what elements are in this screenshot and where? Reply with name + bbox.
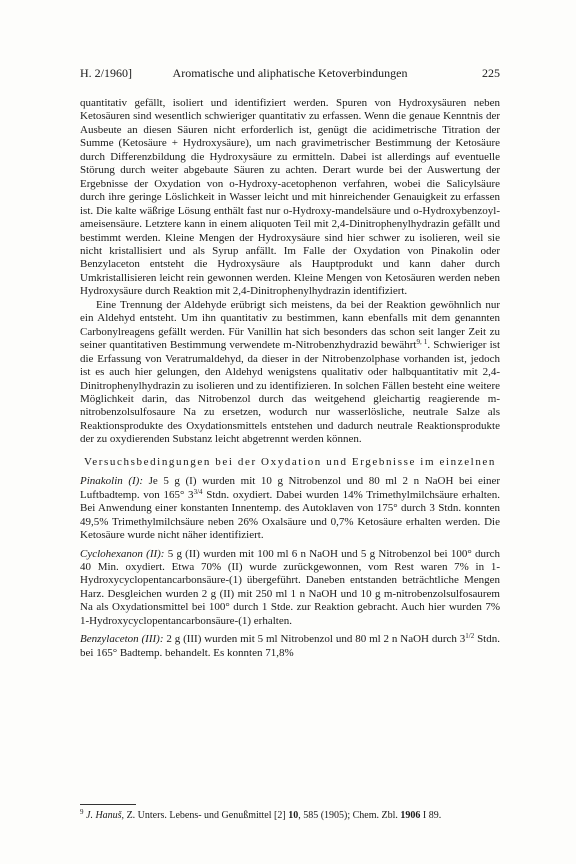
page-number: 225: [482, 66, 500, 80]
experiment-paragraph: [80, 633, 500, 660]
experiment-text: Je 5 g (I) wurden mit 10 g Nitrobenzol und 80 ml 2 n NaOH bei einer Luftbadtemp. von 165° 3: [80, 475, 500, 501]
experiment-text: 5 g (II) wurden mit 100 ml 6 n NaOH und 5 g Nitrobenzol bei 100° durch 40 Min. oxydiert. Etwa 70% (II) wurde zurückgewonnen, vom Rest waren 7% in 1-Hydroxycyclopentancarbonsäure-(1) übergeführt. Daneben entstanden beträchtliche Mengen Harz. Desgleichen wurden 2 g (II) mit 250 ml 1 n NaOH und 10 g m-nitrobenzolsulfosaurem Na als Oxydationsmittel bei 100° durch 1 Stde. zur Reaktion gebracht. Auch hier wurden 7% 1-Hydroxycyclopentancarbonsäure-(1) erhalten.: [80, 547, 500, 627]
paragraph: quantitativ gefällt, isoliert und identifiziert werden. Spuren von Hydroxysäuren neben Ketosäuren sind wesentlich schwieriger quantitativ zu erfassen. Wenn die genaue Kenntnis der Ausbeute an diesen Säuren nicht erforderlich ist, genügt die acidimetrische Titration der Summe (Ketosäure + Hydroxysäure), um nach gravimetrischer Bestimmung der Ketosäure durch Differenzbildung die Hydroxysäure zu ermitteln. Dabei ist allerdings auf eventuelle Störung durch weiter abgebaute Säuren zu achten. Derart wurde bei der Auswertung der Ergebnisse der Oxydation von o-Hydroxy-acetophenon verfahren, wobei die Salicylsäure durch ihre geringe Löslichkeit in Wasser leicht und mit hinreichender Genauigkeit zu erfassen ist. Die kalte wäßrige Lösung enthält fast nur o-Hydroxy-mandelsäure und o-Hydroxybenzoyl-ameisensäure. Letztere kann in einem aliquoten Teil mit 2,4-Dinitrophenylhydrazin gefällt und bestimmt werden. Kleine Mengen der Hydroxysäure sind hier schwer zu isolieren, weil sie nicht kristallisiert und als Syrup anfällt. Im Falle der Oxydation von Pinakolin oder Benzylaceton entsteht die Hydroxysäure als Hauptprodukt und kann daher durch Umkristallisieren leicht rein gewonnen werden. Kleine Mengen von Ketosäuren werden neben Hydroxysäure durch Reaktion mit 2,4-Dinitrophenylhydrazin identifiziert.: [80, 97, 500, 298]
experiment-paragraph: [80, 475, 500, 542]
paragraph-text: Eine Trennung der Aldehyde erübrigt sich meistens, da bei der Reaktion gewöhnlich nur ein Aldehyd entsteht. Um ihn quantitativ zu bestimmen, kann ebenfalls mit dem genannten Carbonylreagens gefällt werden. Für Vanillin hat sich besonders das schon seit langer Zeit zu seiner quantitativen Bestimmung verwendete m-Nitrobenzhydrazid bewährt: [80, 298, 500, 352]
footnote-year: 1906: [400, 810, 421, 821]
paragraph-text: . Schwieriger ist die Erfassung von Veratrumaldehyd, da dieser in der Nitrobenzolphase vorhanden ist, jedoch ist es auch hier gelungen, den Aldehyd wenigstens qualitativ oder halbquantitativ mit 2,4-Dinitrophenylhydrazin zu isolieren und zu identifizieren. In solchen Fällen besteht eine weitere Möglichkeit darin, das Nitrobenzol durch das weitgehend gleichartig reagierende m-nitrobenzolsulfosaure Na zu ersetzen, wodurch nur wasserlösliche, neutrale Salze als Reaktionsprodukte des Oxydationsmittels entstehen und dadurch neutrale Reaktionsprodukte der zu oxydierenden Substanz leicht abgetrennt werden können.: [80, 339, 501, 446]
footnote-rule: [80, 804, 136, 805]
footnote-pages: , 585 (1905); Chem. Zbl.: [298, 810, 401, 821]
body-text: [80, 97, 500, 660]
footnote-number: 9: [80, 808, 84, 816]
experiment-text: Stdn. oxydiert. Dabei wurden 14% Trimethylmilchsäure erhalten. Bei Anwendung einer konstanten Innentemp. des Autoklaven von 175° durch 3 Stdn. konnten 49,5% Trimethylmilchsäure neben 26% Oxalsäure und 0,7% Ketosäure erhalten werden. Die Ketosäure wurde nicht näher identifiziert.: [80, 488, 500, 542]
footnote: [80, 809, 500, 822]
reference-marks: 9, 1: [416, 338, 428, 347]
running-header: [80, 66, 500, 82]
experiment-name: Cyclohexanon (II):: [80, 547, 165, 560]
paragraph: [80, 299, 500, 447]
experiment-name: Benzylaceton (III):: [80, 633, 164, 646]
experiment-text: Stdn. bei 165° Badtemp. behandelt. Es konnten 71,8%: [80, 633, 500, 659]
footnote-text: Z. Unters. Lebens- und Genußmittel [2]: [124, 810, 289, 821]
fraction: 3/4: [193, 487, 203, 496]
footnote-volume: 10: [288, 810, 299, 821]
experiment-name: Pinakolin (I):: [80, 475, 144, 488]
header-journal: H. 2/1960]: [80, 66, 132, 80]
section-title: Versuchsbedingungen bei der Oxydation und Ergebnisse im einzelnen: [83, 455, 497, 468]
header-title: Aromatische und aliphatische Ketoverbindungen: [172, 66, 408, 80]
fraction: 1/2: [465, 632, 475, 641]
experiment-text: 2 g (III) wurden mit 5 ml Nitrobenzol und 80 ml 2 n NaOH durch 3: [163, 633, 466, 646]
footnote-author: J. Hanuš,: [86, 810, 125, 821]
experiment-paragraph: [80, 548, 500, 629]
footnote-rest: I 89.: [420, 810, 442, 821]
